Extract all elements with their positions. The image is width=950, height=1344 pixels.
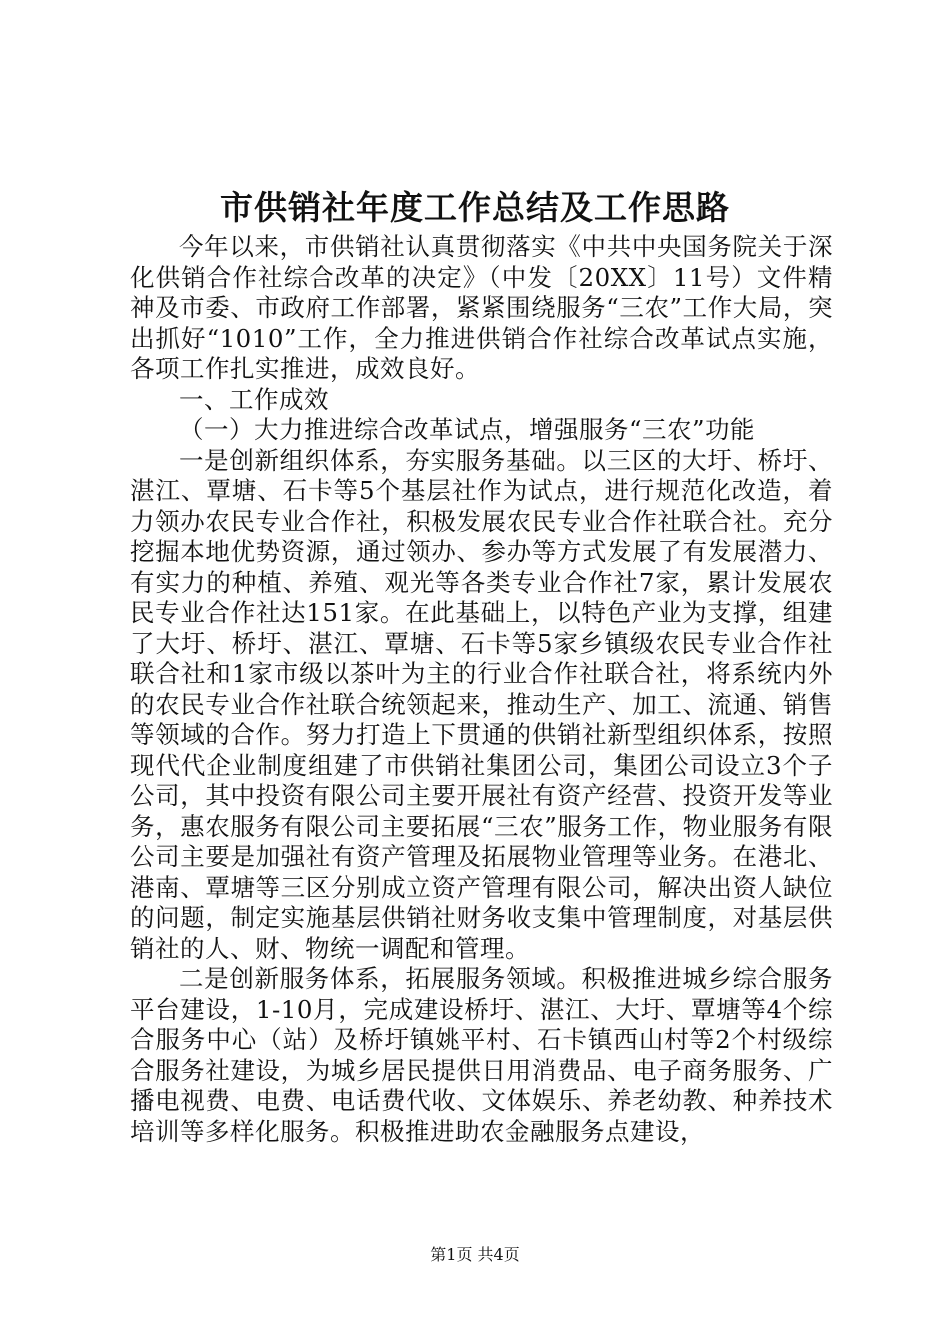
subsection-heading: （一）大力推进综合改革试点，增强服务“三农”功能 xyxy=(179,415,756,444)
document-body xyxy=(130,232,833,1147)
paragraph-intro: 今年以来，市供销社认真贯彻落实《中共中央国务院关于深化供销合作社综合改革的决定》（中发〔20XX〕11号）文件精神及市委、市政府工作部署，紧紧围绕服务“三农”工作大局，突出抓好“1010”工作，全力推进供销合作社综合改革试点实施，各项工作扎实推进，成效良好。 xyxy=(130,232,833,383)
document-title: 市供销社年度工作总结及工作思路 xyxy=(220,188,730,227)
page-footer: 第1页 共4页 xyxy=(430,1245,520,1264)
section-heading: 一、工作成效 xyxy=(179,384,329,414)
paragraph-organization: 一是创新组织体系，夯实服务基础。以三区的大圩、桥圩、湛江、覃塘、石卡等5个基层社作为试点，进行规范化改造，着力领办农民专业合作社，积极发展农民专业合作社联合社。充分挖掘本地优势资源，通过领办、参办等方式发展了有发展潜力、有实力的种植、养殖、观光等各类专业合作社7家，累计发展农民专业合作社达151家。在此基础上，以特色产业为支撑，组建了大圩、桥圩、湛江、覃塘、石卡等5家乡镇级农民专业合作社联合社和1家市级以茶叶为主的行业合作社联合社，将系统内外的农民专业合作社联合统领起来，推动生产、加工、流通、销售等领域的合作。努力打造上下贯通的供销社新型组织体系，按照现代代企业制度组建了市供销社集团公司，集团公司设立3个子公司，其中投资有限公司主要开展社有资产经营、投资开发等业务，惠农服务有限公司主要拓展“三农”服务工作，物业服务有限公司主要是加强社有资产管理及拓展物业管理等业务。在港北、港南、覃塘等三区分别成立资产管理有限公司，解决出资人缺位的问题，制定实施基层供销社财务收支集中管理制度，对基层供销社的人、财、物统一调配和管理。 xyxy=(130,445,833,963)
paragraph-service: 二是创新服务体系，拓展服务领域。积极推进城乡综合服务平台建设，1-10月，完成建设桥圩、湛江、大圩、覃塘等4个综合服务中心（站）及桥圩镇姚平村、石卡镇西山村等2个村级综合服务社建设，为城乡居民提供日用消费品、电子商务服务、广播电视费、电费、电话费代收、文体娱乐、养老幼教、种养技术培训等多样化服务。积极推进助农金融服务点建设， xyxy=(130,964,833,1146)
